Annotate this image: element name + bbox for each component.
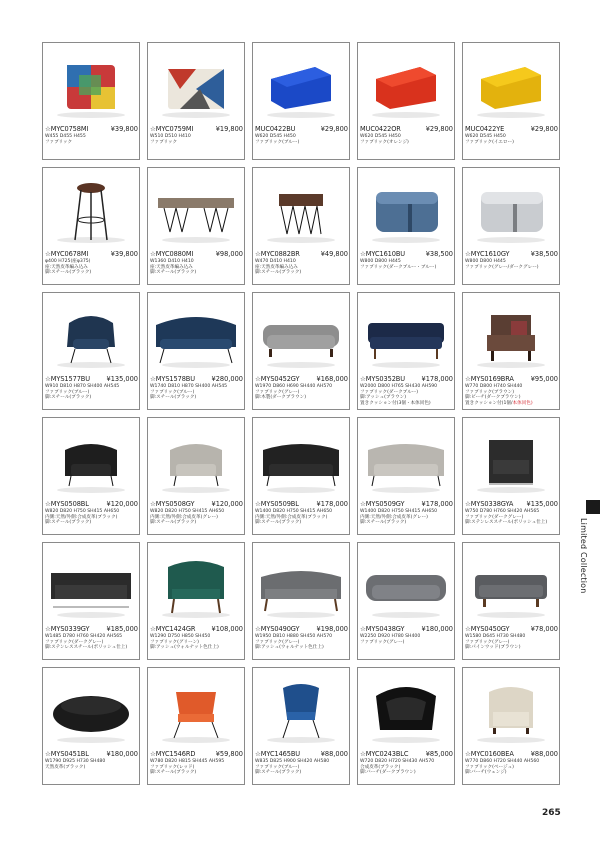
product-spec-line: ファブリック	[45, 139, 73, 145]
product-spec-line: ファブリック(グレー)	[255, 389, 300, 395]
product-info	[465, 625, 558, 651]
product-spec-line: 脚:ビーチ(ダークブラウン)	[465, 395, 521, 401]
product-code: ☆MYC0160BEA	[465, 750, 514, 758]
product-spec-line: W1740 D810 H870 SH400 AH545	[150, 384, 228, 389]
product-spec-line: ファブリック(グレー/ダークグレー)	[465, 264, 539, 270]
product-code-price	[360, 500, 453, 509]
product-card	[42, 42, 140, 160]
product-code-price	[255, 250, 348, 259]
product-spec-line: 脚:スチール(ブラック)	[255, 270, 302, 276]
product-spec-line: W1400 D820 H750 SH415 AH650	[360, 509, 438, 514]
product-info	[45, 250, 138, 276]
product-card	[357, 167, 455, 285]
product-spec-line: ファブリック	[150, 139, 178, 145]
product-price: ¥59,800	[215, 750, 243, 758]
product-photo	[465, 545, 557, 625]
product-photo	[360, 670, 452, 750]
product-spec-line: W1790 D925 H730 SH480	[45, 759, 106, 764]
product-code-price	[150, 500, 243, 509]
product-photo	[45, 45, 137, 125]
product-code-price	[465, 625, 558, 634]
product-spec-line: ファブリック(ダークグレー)	[45, 639, 104, 645]
product-card	[357, 417, 455, 535]
product-code: ☆MYC0758MI	[45, 125, 89, 133]
product-spec-line: 脚:パインウッド(ブラウン)	[465, 645, 521, 651]
product-info	[465, 500, 558, 526]
product-spec-line: 脚:スチール(ブラック)	[255, 770, 302, 776]
product-spec-line: 内側:天然/外側:合成皮革(ブラック)	[45, 514, 118, 520]
product-spec-line: W1950 D810 H880 SH450 AH570	[255, 634, 333, 639]
product-photo	[255, 295, 347, 375]
product-spec-line: ファブリック(ダークブルー)	[360, 389, 419, 395]
product-code-price	[465, 250, 558, 259]
product-price: ¥198,000	[316, 625, 348, 633]
product-spec-line: W1485 D780 H760 SH420 AH565	[45, 634, 123, 639]
product-code-price	[360, 375, 453, 384]
section-label: Limited Collection	[579, 518, 588, 594]
product-spec-line: 脚:バーチ(ダークブラウン)	[360, 770, 416, 776]
product-info	[360, 625, 453, 645]
product-price: ¥135,000	[526, 500, 558, 508]
product-code: MUC0422OR	[360, 125, 401, 133]
product-spec-line: 脚:スチール(ブラック)	[45, 520, 92, 526]
product-card	[462, 417, 560, 535]
product-price: ¥180,000	[106, 750, 138, 758]
product-price: ¥180,000	[421, 625, 453, 633]
product-photo	[465, 295, 557, 375]
product-spec-line: W820 D820 H750 SH415 AH650	[150, 509, 225, 514]
product-info	[465, 375, 558, 406]
product-card	[252, 292, 350, 410]
product-photo	[255, 45, 347, 125]
product-card	[462, 667, 560, 785]
product-code: ☆MYS0490GY	[255, 625, 300, 633]
product-spec-line: 座:天然皮革編み込み	[150, 264, 193, 270]
product-price: ¥135,000	[106, 375, 138, 383]
product-spec-line: W770 D800 H740 SH440	[465, 384, 523, 389]
product-photo	[150, 670, 242, 750]
product-card	[357, 42, 455, 160]
product-spec-line: W2250 D920 H780 SH400	[360, 634, 421, 639]
product-info	[255, 375, 348, 401]
product-spec-line: 脚:スチール(ブラック)	[255, 520, 302, 526]
product-code-price	[150, 250, 243, 259]
product-info	[45, 375, 138, 401]
product-code-price	[465, 375, 558, 384]
product-code-price	[255, 125, 348, 134]
product-info	[360, 750, 453, 776]
product-spec-line: 脚:バーチ(ウェンジ)	[465, 770, 507, 776]
product-card	[252, 667, 350, 785]
product-photo	[360, 545, 452, 625]
product-spec-line: W620 D545 H450	[360, 134, 401, 139]
product-spec-line: W1360 D410 H410	[150, 259, 194, 264]
product-card	[462, 167, 560, 285]
product-card	[252, 42, 350, 160]
product-photo	[45, 170, 137, 250]
product-price: ¥120,000	[211, 500, 243, 508]
section-tab-marker	[586, 500, 600, 514]
product-card	[147, 542, 245, 660]
product-spec-line: ファブリック(ベージュ)	[465, 764, 514, 770]
product-price: ¥280,000	[211, 375, 243, 383]
product-spec-line: W835 D825 H900 SH420 AH580	[255, 759, 330, 764]
product-card	[147, 42, 245, 160]
product-code: ☆MYS0509BL	[255, 500, 299, 508]
product-spec-line: W910 D810 H870 SH400 AH545	[45, 384, 120, 389]
product-photo	[360, 170, 452, 250]
product-code-price	[465, 500, 558, 509]
product-spec-line	[465, 401, 558, 407]
product-info	[150, 625, 243, 651]
product-price: ¥19,800	[215, 125, 243, 133]
product-code: ☆MYS0438GY	[360, 625, 405, 633]
product-spec-line: W800 D800 H445	[465, 259, 506, 264]
product-code: ☆MYS0352BU	[360, 375, 405, 383]
product-spec-line: ファブリック(ダークグレー)	[465, 514, 524, 520]
product-code: ☆MYS0339GY	[45, 625, 90, 633]
product-info	[255, 750, 348, 776]
product-code-price	[45, 250, 138, 259]
product-info	[150, 250, 243, 276]
product-code-price	[45, 625, 138, 634]
product-photo	[150, 545, 242, 625]
product-spec-line: W750 D780 H760 SH420 AH565	[465, 509, 540, 514]
product-code-price	[150, 625, 243, 634]
product-photo	[45, 670, 137, 750]
product-spec-line: W780 D820 H815 SH445 AH595	[150, 759, 225, 764]
product-spec-line: W820 D820 H750 SH415 AH650	[45, 509, 120, 514]
product-spec-line: W510 D510 H410	[150, 134, 191, 139]
product-spec-line: 脚:スチール(ブラック)	[150, 520, 197, 526]
product-code: ☆MYS0451BL	[45, 750, 89, 758]
product-spec-line: 脚:木製(ダークブラウン)	[255, 395, 307, 401]
product-spec-line: W1290 D750 H850 SH450	[150, 634, 211, 639]
product-info	[465, 125, 558, 145]
product-spec-line: W1970 D860 H690 SH440 AH570	[255, 384, 333, 389]
product-spec-line: W770 D860 H720 SH440 AH560	[465, 759, 540, 764]
product-spec-line: ファブリック(ブルー)	[45, 389, 90, 395]
product-spec-line: ファブリック(グレー)	[465, 639, 510, 645]
product-photo	[255, 670, 347, 750]
product-info	[150, 125, 243, 145]
product-spec-line: ファブリック(グレー)	[255, 639, 300, 645]
product-price: ¥38,500	[530, 250, 558, 258]
product-price: ¥95,000	[530, 375, 558, 383]
product-card	[252, 542, 350, 660]
product-card	[357, 292, 455, 410]
product-code: ☆MYC0880MI	[150, 250, 194, 258]
product-code-price	[150, 750, 243, 759]
product-spec-line: 内側:天然/外側:合成皮革(グレー)	[150, 514, 218, 520]
product-photo	[45, 545, 137, 625]
product-price: ¥108,000	[211, 625, 243, 633]
product-spec-line: 脚:アッシュ(ウォルナット色仕上)	[255, 645, 324, 651]
product-price: ¥39,800	[110, 250, 138, 258]
product-photo	[150, 420, 242, 500]
product-photo	[465, 45, 557, 125]
product-spec-line: 内側:天然/外側:合成皮革(ブラック)	[255, 514, 328, 520]
product-spec-line: 脚:スチール(ブラック)	[150, 270, 197, 276]
product-card	[147, 667, 245, 785]
product-photo	[45, 420, 137, 500]
product-spec-line: 脚:スチール(ブラック)	[150, 395, 197, 401]
product-card	[42, 667, 140, 785]
product-price: ¥168,000	[316, 375, 348, 383]
product-info	[360, 500, 453, 526]
product-spec-line: W620 D545 H450	[255, 134, 296, 139]
product-info	[150, 750, 243, 776]
product-code: MUC0422YE	[465, 125, 505, 133]
product-spec-line: 置きクッション付(3個・本体同色)	[360, 400, 431, 406]
page-number: 265	[542, 808, 561, 818]
product-spec-line: 脚:スチール(ブラック)	[150, 770, 197, 776]
product-code: ☆MYC1610BU	[360, 250, 406, 258]
product-code: ☆MYS0509GY	[360, 500, 405, 508]
product-photo	[255, 420, 347, 500]
product-price: ¥38,500	[425, 250, 453, 258]
product-code: ☆MYS0452GY	[255, 375, 300, 383]
product-info	[45, 625, 138, 651]
product-info	[255, 250, 348, 276]
product-code-price	[360, 125, 453, 134]
product-card	[357, 542, 455, 660]
product-spec-line: 脚:スチール(ブラック)	[45, 270, 92, 276]
product-spec-line: ファブリック(グリーン)	[150, 639, 199, 645]
product-spec-line: W470 D410 H410	[255, 259, 296, 264]
product-price: ¥98,000	[215, 250, 243, 258]
product-price: ¥49,800	[320, 250, 348, 258]
product-code: ☆MYC0759MI	[150, 125, 194, 133]
product-price: ¥178,000	[421, 375, 453, 383]
product-code: ☆MYS0169BRA	[465, 375, 514, 383]
product-card	[357, 667, 455, 785]
product-code: ☆MYS0508BL	[45, 500, 89, 508]
product-spec-line: W1400 D820 H750 SH415 AH650	[255, 509, 333, 514]
product-spec-line: 合成皮革(ブラック)	[360, 764, 401, 770]
product-spec-highlight: 本体同色)	[512, 400, 533, 406]
product-photo	[360, 45, 452, 125]
product-code-price	[150, 125, 243, 134]
product-price: ¥178,000	[316, 500, 348, 508]
product-spec-line: ファブリック(ダークブルー・ブルー)	[360, 264, 437, 270]
product-photo	[150, 45, 242, 125]
product-photo	[465, 420, 557, 500]
product-info	[465, 750, 558, 776]
product-photo	[465, 670, 557, 750]
product-photo	[255, 545, 347, 625]
product-info	[150, 375, 243, 401]
product-spec-line: 脚:ステンレススチール(ポリッシュ仕上)	[465, 520, 548, 526]
product-code: ☆MYC0243BLC	[360, 750, 409, 758]
product-photo	[45, 295, 137, 375]
product-card	[147, 292, 245, 410]
product-info	[150, 500, 243, 526]
product-price: ¥85,000	[425, 750, 453, 758]
product-spec-line: 脚:アッシュ(ブラウン)	[360, 395, 407, 401]
product-code-price	[255, 500, 348, 509]
product-spec-line: W2000 D800 H765 SH430 AH590	[360, 384, 438, 389]
product-info	[45, 750, 138, 770]
product-spec-line: ファブリック(ブルー)	[255, 764, 300, 770]
product-photo	[360, 420, 452, 500]
product-card	[42, 417, 140, 535]
product-price: ¥185,000	[106, 625, 138, 633]
product-code: ☆MYC0882BR	[255, 250, 300, 258]
product-price: ¥178,000	[421, 500, 453, 508]
product-code-price	[360, 625, 453, 634]
product-code: ☆MYC1424GR	[150, 625, 196, 633]
product-spec-line: 脚:アッシュ(ウォルナット色仕上)	[150, 645, 219, 651]
product-spec-line: 座:天然皮革編み込み	[255, 264, 298, 270]
product-code-price	[360, 750, 453, 759]
product-photo	[255, 170, 347, 250]
product-info	[255, 500, 348, 526]
product-code: ☆MYS0338GYA	[465, 500, 514, 508]
product-price: ¥88,000	[530, 750, 558, 758]
product-price: ¥29,800	[530, 125, 558, 133]
product-spec-line: 脚:スチール(ブラック)	[45, 395, 92, 401]
product-code: ☆MYC1546RD	[150, 750, 196, 758]
product-spec-line: W720 D820 H720 SH430 AH570	[360, 759, 435, 764]
product-code: ☆MYC1610GY	[465, 250, 510, 258]
product-spec-line: ファブリック(レッド)	[150, 764, 195, 770]
product-code: MUC0422BU	[255, 125, 296, 133]
product-code-price	[45, 375, 138, 384]
product-code: ☆MYS0450GY	[465, 625, 510, 633]
product-card	[42, 167, 140, 285]
product-code-price	[45, 500, 138, 509]
product-spec-line: W800 D800 H445	[360, 259, 401, 264]
product-spec-line: ファブリック(ブラウン)	[465, 389, 515, 395]
product-spec-line: ファブリック(ブルー)	[150, 389, 195, 395]
product-code: ☆MYS0508GY	[150, 500, 195, 508]
product-spec-line: ファブリック(ブルー)	[255, 139, 300, 145]
product-info	[255, 625, 348, 651]
product-info	[255, 125, 348, 145]
product-spec-line: 座:天然皮革編み込み	[45, 264, 88, 270]
product-code-price	[255, 375, 348, 384]
product-price: ¥120,000	[106, 500, 138, 508]
product-code-price	[255, 625, 348, 634]
product-card	[147, 417, 245, 535]
product-price: ¥78,000	[530, 625, 558, 633]
product-spec-line: 脚:ステンレススチール(ポリッシュ仕上)	[45, 645, 128, 651]
product-spec-line: W455 D455 H455	[45, 134, 86, 139]
product-code: ☆MYS1578BU	[150, 375, 195, 383]
product-spec-line: ファブリック(グレー)	[360, 639, 405, 645]
product-code-price	[150, 375, 243, 384]
product-info	[360, 375, 453, 406]
product-price: ¥29,800	[425, 125, 453, 133]
product-info	[360, 125, 453, 145]
product-code-price	[360, 250, 453, 259]
product-spec-line: ファブリック(オレンジ)	[360, 139, 409, 145]
product-spec-text: 置きクッション付(1個/	[465, 400, 513, 406]
product-card	[462, 42, 560, 160]
product-info	[45, 500, 138, 526]
product-code-price	[465, 125, 558, 134]
product-info	[360, 250, 453, 270]
product-price: ¥29,800	[320, 125, 348, 133]
product-card	[462, 292, 560, 410]
product-spec-line: ファブリック(イエロー)	[465, 139, 514, 145]
product-card	[462, 542, 560, 660]
product-card	[42, 542, 140, 660]
product-price: ¥39,800	[110, 125, 138, 133]
product-spec-line: 脚:スチール(ブラック)	[360, 520, 407, 526]
product-card	[252, 417, 350, 535]
product-info	[45, 125, 138, 145]
product-spec-line: φ400 H725(座φ375)	[45, 259, 91, 264]
product-card	[42, 292, 140, 410]
product-grid	[42, 42, 560, 785]
product-code: ☆MYS1577BU	[45, 375, 90, 383]
product-spec-line: W1580 D645 H730 SH480	[465, 634, 526, 639]
product-card	[252, 167, 350, 285]
product-photo	[150, 170, 242, 250]
product-info	[465, 250, 558, 270]
product-photo	[150, 295, 242, 375]
product-photo	[465, 170, 557, 250]
product-code: ☆MYC0678MI	[45, 250, 89, 258]
product-card	[147, 167, 245, 285]
product-code-price	[255, 750, 348, 759]
product-price: ¥88,000	[320, 750, 348, 758]
product-code-price	[465, 750, 558, 759]
product-spec-line: W620 D545 H450	[465, 134, 506, 139]
product-photo	[360, 295, 452, 375]
product-code: ☆MYC1465BU	[255, 750, 301, 758]
product-code-price	[45, 125, 138, 134]
product-code-price	[45, 750, 138, 759]
product-spec-line: 内側:天然/外側:合成皮革(グレー)	[360, 514, 428, 520]
product-spec-line: 天然皮革(ブラック)	[45, 764, 86, 770]
